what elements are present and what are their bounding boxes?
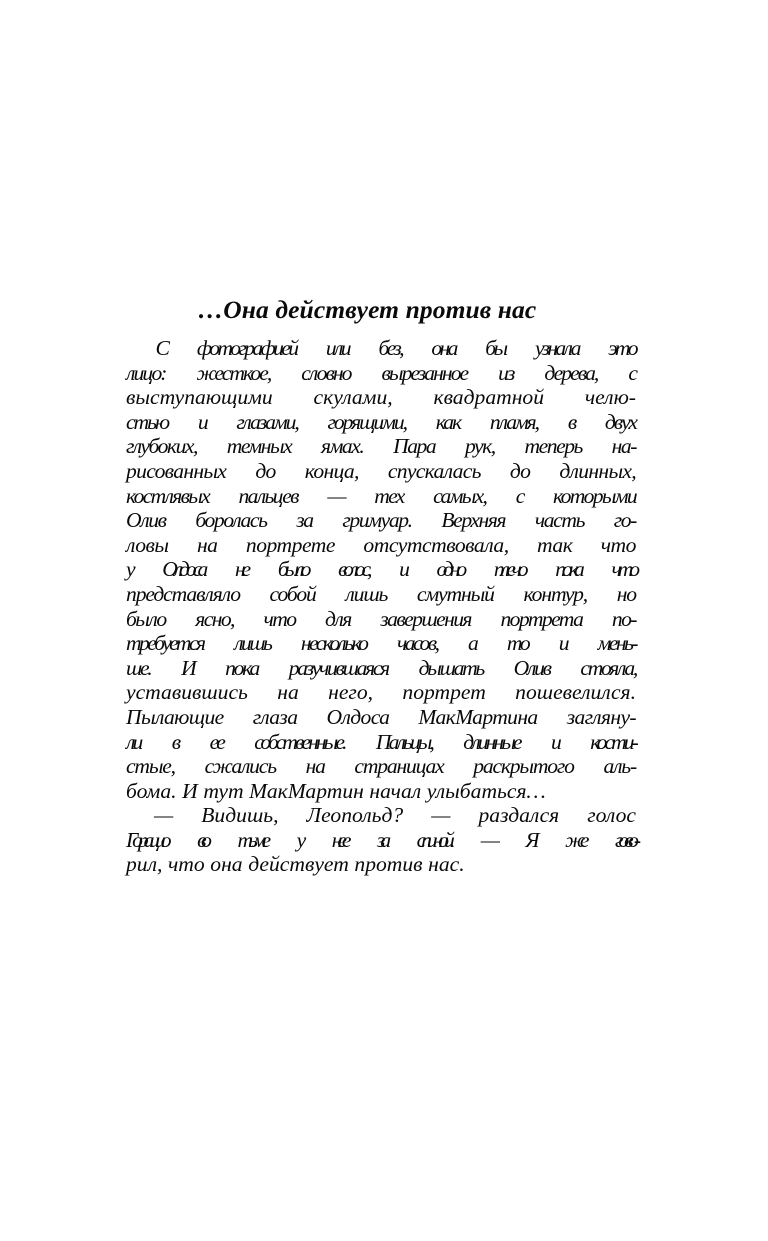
word: фотографией [196,336,297,360]
word: портрета [500,606,583,631]
word: и [197,409,207,434]
word: на [196,532,218,557]
word: вырезанное [381,360,468,385]
word: рисованных [126,458,227,483]
word: двух [604,409,636,434]
word: не [234,557,248,582]
word: представляло [126,581,240,606]
word: И [181,655,195,680]
word: было [126,606,166,631]
word: гримуар. [342,508,412,533]
word: ее [209,729,223,754]
word: Олив [126,508,166,533]
word: без, [378,336,402,360]
word: и [558,631,567,656]
text-line [98,656,636,681]
word: бы [485,336,506,360]
word: на [277,680,299,705]
word: но [616,581,636,606]
word: которыми [553,483,636,508]
word: — [480,827,495,852]
word: ямах. [321,434,364,459]
word: для [325,606,351,631]
word: Олдоса [326,704,390,729]
body-text [98,336,636,877]
word: это [608,336,636,360]
text-line [98,730,636,755]
word: длинных, [559,458,636,483]
word: несколько [300,631,367,656]
word: глубоких, [126,434,197,459]
word: МакМартина [418,704,538,729]
paragraph-2 [98,803,636,877]
text-line [98,508,636,533]
word: спиной. [416,827,451,852]
word: сжались [204,754,276,779]
word: Пара [393,434,436,459]
word: боролась [195,508,267,533]
word: стью [126,409,169,434]
word: спускалась [387,458,481,483]
word: ше. [126,655,151,680]
word: раскрытого [473,754,574,779]
word: собой [269,581,316,606]
word: Олдоса [162,557,205,582]
word: часть [534,508,585,533]
word: словно [301,360,351,385]
word: ясно, [195,606,234,631]
text-line [98,607,636,632]
paragraph-1 [98,336,636,803]
word: что [263,606,296,631]
word: портрет [402,680,486,705]
chapter-heading: …Она действует против нас [197,295,537,325]
word: глаза [252,704,298,729]
word: смутный [416,581,494,606]
word: на [305,754,325,779]
text-line [98,557,636,582]
word: квадратной [433,385,545,410]
word: узнала [534,336,579,360]
text-line [98,705,636,730]
word: ли [126,729,141,754]
word: темных [226,434,292,459]
word: скулами, [313,385,393,410]
word: так [537,532,573,557]
word: во [197,827,207,852]
text-line: рил, что она действует против нас. [126,852,465,877]
word: нее [331,827,347,852]
word: страницах [354,754,444,779]
word: Леопольд? [306,803,404,828]
word: до [255,458,276,483]
word: на- [611,434,636,459]
word: было [277,557,308,582]
word: ловы [126,532,169,557]
word: мень- [597,631,636,656]
word: — [327,483,345,508]
word: стые, [126,754,175,779]
text-line [98,680,636,705]
text-line [98,533,636,558]
word: Верхняя [441,508,506,533]
word: собственные. [254,729,345,754]
word: до [509,458,531,483]
word: а [468,631,477,656]
word: аль- [603,754,636,779]
word: лицо: [126,360,166,385]
text-line: бома. И тут МакМартин начал улыбаться… [126,778,546,803]
word: портрете [245,532,336,557]
text-line [98,361,636,386]
word: отсутствовала, [363,532,509,557]
word: у [296,827,302,852]
word: одно [436,557,464,582]
word: и [399,557,406,582]
word: выступающими [126,385,273,410]
word: и [550,729,559,754]
word: как [435,409,461,434]
word: за [296,508,313,533]
word: Я [525,827,535,852]
word: завершения [380,606,471,631]
word: пальцев [238,483,298,508]
word: требуется [126,631,204,656]
word: С [155,336,168,360]
word: раздался [478,803,560,828]
word: го- [613,508,636,533]
text-line [98,336,636,361]
word: дышать [418,655,483,680]
text-line [98,385,636,410]
word: пока [555,557,581,582]
word: с [628,360,636,385]
word: рук, [464,434,495,459]
word: с [515,483,524,508]
word: волос, [338,557,369,582]
word: контур, [523,581,588,606]
text-line [98,828,636,853]
word: в [567,409,576,434]
word: него, [328,680,374,705]
word: загляну- [566,704,636,729]
word: стояла, [580,655,636,680]
word: конца, [304,458,359,483]
word: кости- [590,729,636,754]
word: уставившись [126,680,248,705]
word: — [154,803,174,828]
word: самых, [433,483,487,508]
word: что [600,532,636,557]
word: из [498,360,514,385]
word: по- [611,606,636,631]
text-line [98,754,636,779]
word: или [325,336,349,360]
word: тьме [237,827,266,852]
word: пламя, [489,409,539,434]
word: — [431,803,451,828]
word: горящими, [327,409,406,434]
word: Пальцы, [375,729,432,754]
word: за [376,827,387,852]
word: костлявых [126,483,210,508]
word: плечо [493,557,525,582]
text-line [98,803,636,828]
word: тех [374,483,404,508]
word: Горацио [126,827,167,852]
word: лишь [345,581,388,606]
word: челю- [584,385,636,410]
text-line [98,434,636,459]
text-line [98,484,636,509]
word: голос [587,803,636,828]
word: пока [225,655,258,680]
word: пошевелился. [515,680,636,705]
word: Олив [513,655,550,680]
text-line [98,582,636,607]
word: часов, [396,631,438,656]
word: длинные [463,729,520,754]
word: она [431,336,456,360]
word: то [506,631,529,656]
text-line [98,631,636,656]
word: дерева, [544,360,598,385]
text-line [98,410,636,435]
word: глазами, [236,409,298,434]
word: Видишь, [201,803,279,828]
text-line [98,459,636,484]
word: разучившаяся [288,655,388,680]
word: жесткое, [196,360,271,385]
word: лишь [234,631,271,656]
word: теперь [524,434,582,459]
word: гово- [614,827,636,852]
word: в [171,729,179,754]
word: Пылающие [126,704,224,729]
word: у [126,557,132,582]
word: что [611,557,636,582]
word: же [565,827,585,852]
